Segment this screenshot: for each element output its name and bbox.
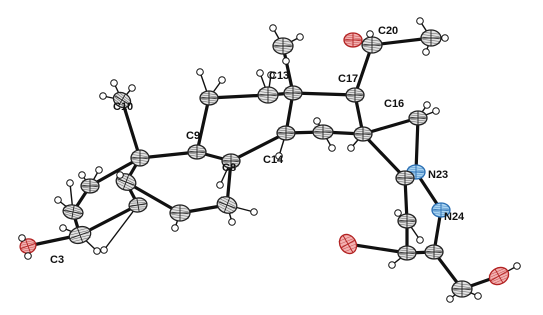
atom-c22 bbox=[409, 111, 427, 125]
hydrogen-atom bbox=[79, 172, 86, 179]
hydrogen-atom bbox=[389, 262, 396, 269]
hydrogen-atom bbox=[251, 209, 258, 216]
hydrogen-atom bbox=[417, 18, 424, 25]
atom-c17 bbox=[346, 88, 364, 102]
hydrogen-atom bbox=[101, 247, 108, 254]
hydrogen-atom bbox=[217, 182, 224, 189]
atom-o27 bbox=[336, 231, 360, 256]
hydrogen-atom bbox=[96, 167, 103, 174]
atom-c20 bbox=[362, 37, 382, 53]
hydrogen-atom bbox=[117, 172, 124, 179]
atom-c25 bbox=[396, 171, 414, 185]
atom-c13 bbox=[284, 86, 302, 100]
hydrogen-atom bbox=[297, 34, 304, 41]
atom-c27 bbox=[398, 246, 416, 260]
hydrogen-atom bbox=[442, 35, 449, 42]
label-c13: C13 bbox=[269, 70, 290, 82]
hydrogen-atom bbox=[314, 118, 321, 125]
atom-c29 bbox=[452, 281, 472, 297]
atom-c6 bbox=[170, 205, 190, 221]
bond-c16-c25 bbox=[363, 134, 405, 178]
atom-c14 bbox=[277, 126, 295, 140]
hydrogen-atom bbox=[25, 253, 32, 260]
hydrogen-atom bbox=[329, 145, 336, 152]
label-c17: C17 bbox=[338, 73, 359, 85]
atom-c21 bbox=[421, 30, 441, 46]
label-n24: N24 bbox=[444, 211, 465, 223]
hydrogen-atom bbox=[60, 225, 67, 232]
hydrogen-atom bbox=[395, 210, 402, 217]
label-n23: N23 bbox=[428, 169, 449, 181]
hydrogen-atom bbox=[55, 197, 62, 204]
label-c10: C10 bbox=[113, 101, 134, 113]
hydrogen-atom bbox=[67, 180, 74, 187]
atom-c10 bbox=[131, 150, 149, 166]
hydrogen-atom bbox=[94, 248, 101, 255]
atom-c1 bbox=[81, 179, 99, 193]
hydrogen-atom bbox=[367, 31, 374, 38]
label-c16: C16 bbox=[384, 98, 405, 110]
hydrogen-atom bbox=[433, 108, 440, 115]
hydrogen-atom bbox=[111, 80, 118, 87]
hydrogen-atom bbox=[270, 25, 277, 32]
atom-c9 bbox=[188, 145, 206, 159]
hydrogen-atom bbox=[197, 69, 204, 76]
hydrogen-atom bbox=[283, 58, 290, 65]
hydrogen-atom bbox=[423, 49, 430, 56]
atom-c18 bbox=[273, 38, 293, 54]
hydrogen-atom bbox=[172, 225, 179, 232]
label-c3: C3 bbox=[50, 254, 65, 266]
atom-c16 bbox=[354, 127, 372, 141]
atom-c12 bbox=[258, 87, 278, 103]
atom-c11 bbox=[200, 91, 218, 105]
hydrogen-atom bbox=[424, 102, 431, 109]
hydrogen-atom bbox=[417, 237, 424, 244]
hydrogen-atom bbox=[219, 77, 226, 84]
hydrogen-atom bbox=[475, 293, 482, 300]
bond-c22-n23 bbox=[416, 118, 418, 172]
hydrogen-atom bbox=[348, 145, 355, 152]
hydrogen-atom bbox=[257, 70, 264, 77]
hydrogen-atom bbox=[129, 85, 136, 92]
atom-o29 bbox=[486, 264, 511, 288]
label-c9: C9 bbox=[186, 130, 201, 142]
atom-c15 bbox=[313, 125, 333, 139]
hydrogen-atom bbox=[229, 219, 236, 226]
atom-c26 bbox=[398, 214, 416, 228]
hydrogen-atom bbox=[514, 263, 521, 270]
hydrogen-atom bbox=[100, 93, 107, 100]
atom-c7 bbox=[215, 194, 239, 216]
label-c8: C8 bbox=[222, 162, 237, 174]
label-c20: C20 bbox=[378, 25, 399, 37]
atom-o20 bbox=[344, 33, 362, 47]
atom-c4 bbox=[128, 197, 148, 214]
hydrogen-atom bbox=[447, 296, 454, 303]
bond-c9-c11 bbox=[197, 98, 209, 152]
hydrogen-atom bbox=[19, 235, 26, 242]
label-c14: C14 bbox=[263, 154, 284, 166]
atom-c28 bbox=[425, 245, 443, 259]
